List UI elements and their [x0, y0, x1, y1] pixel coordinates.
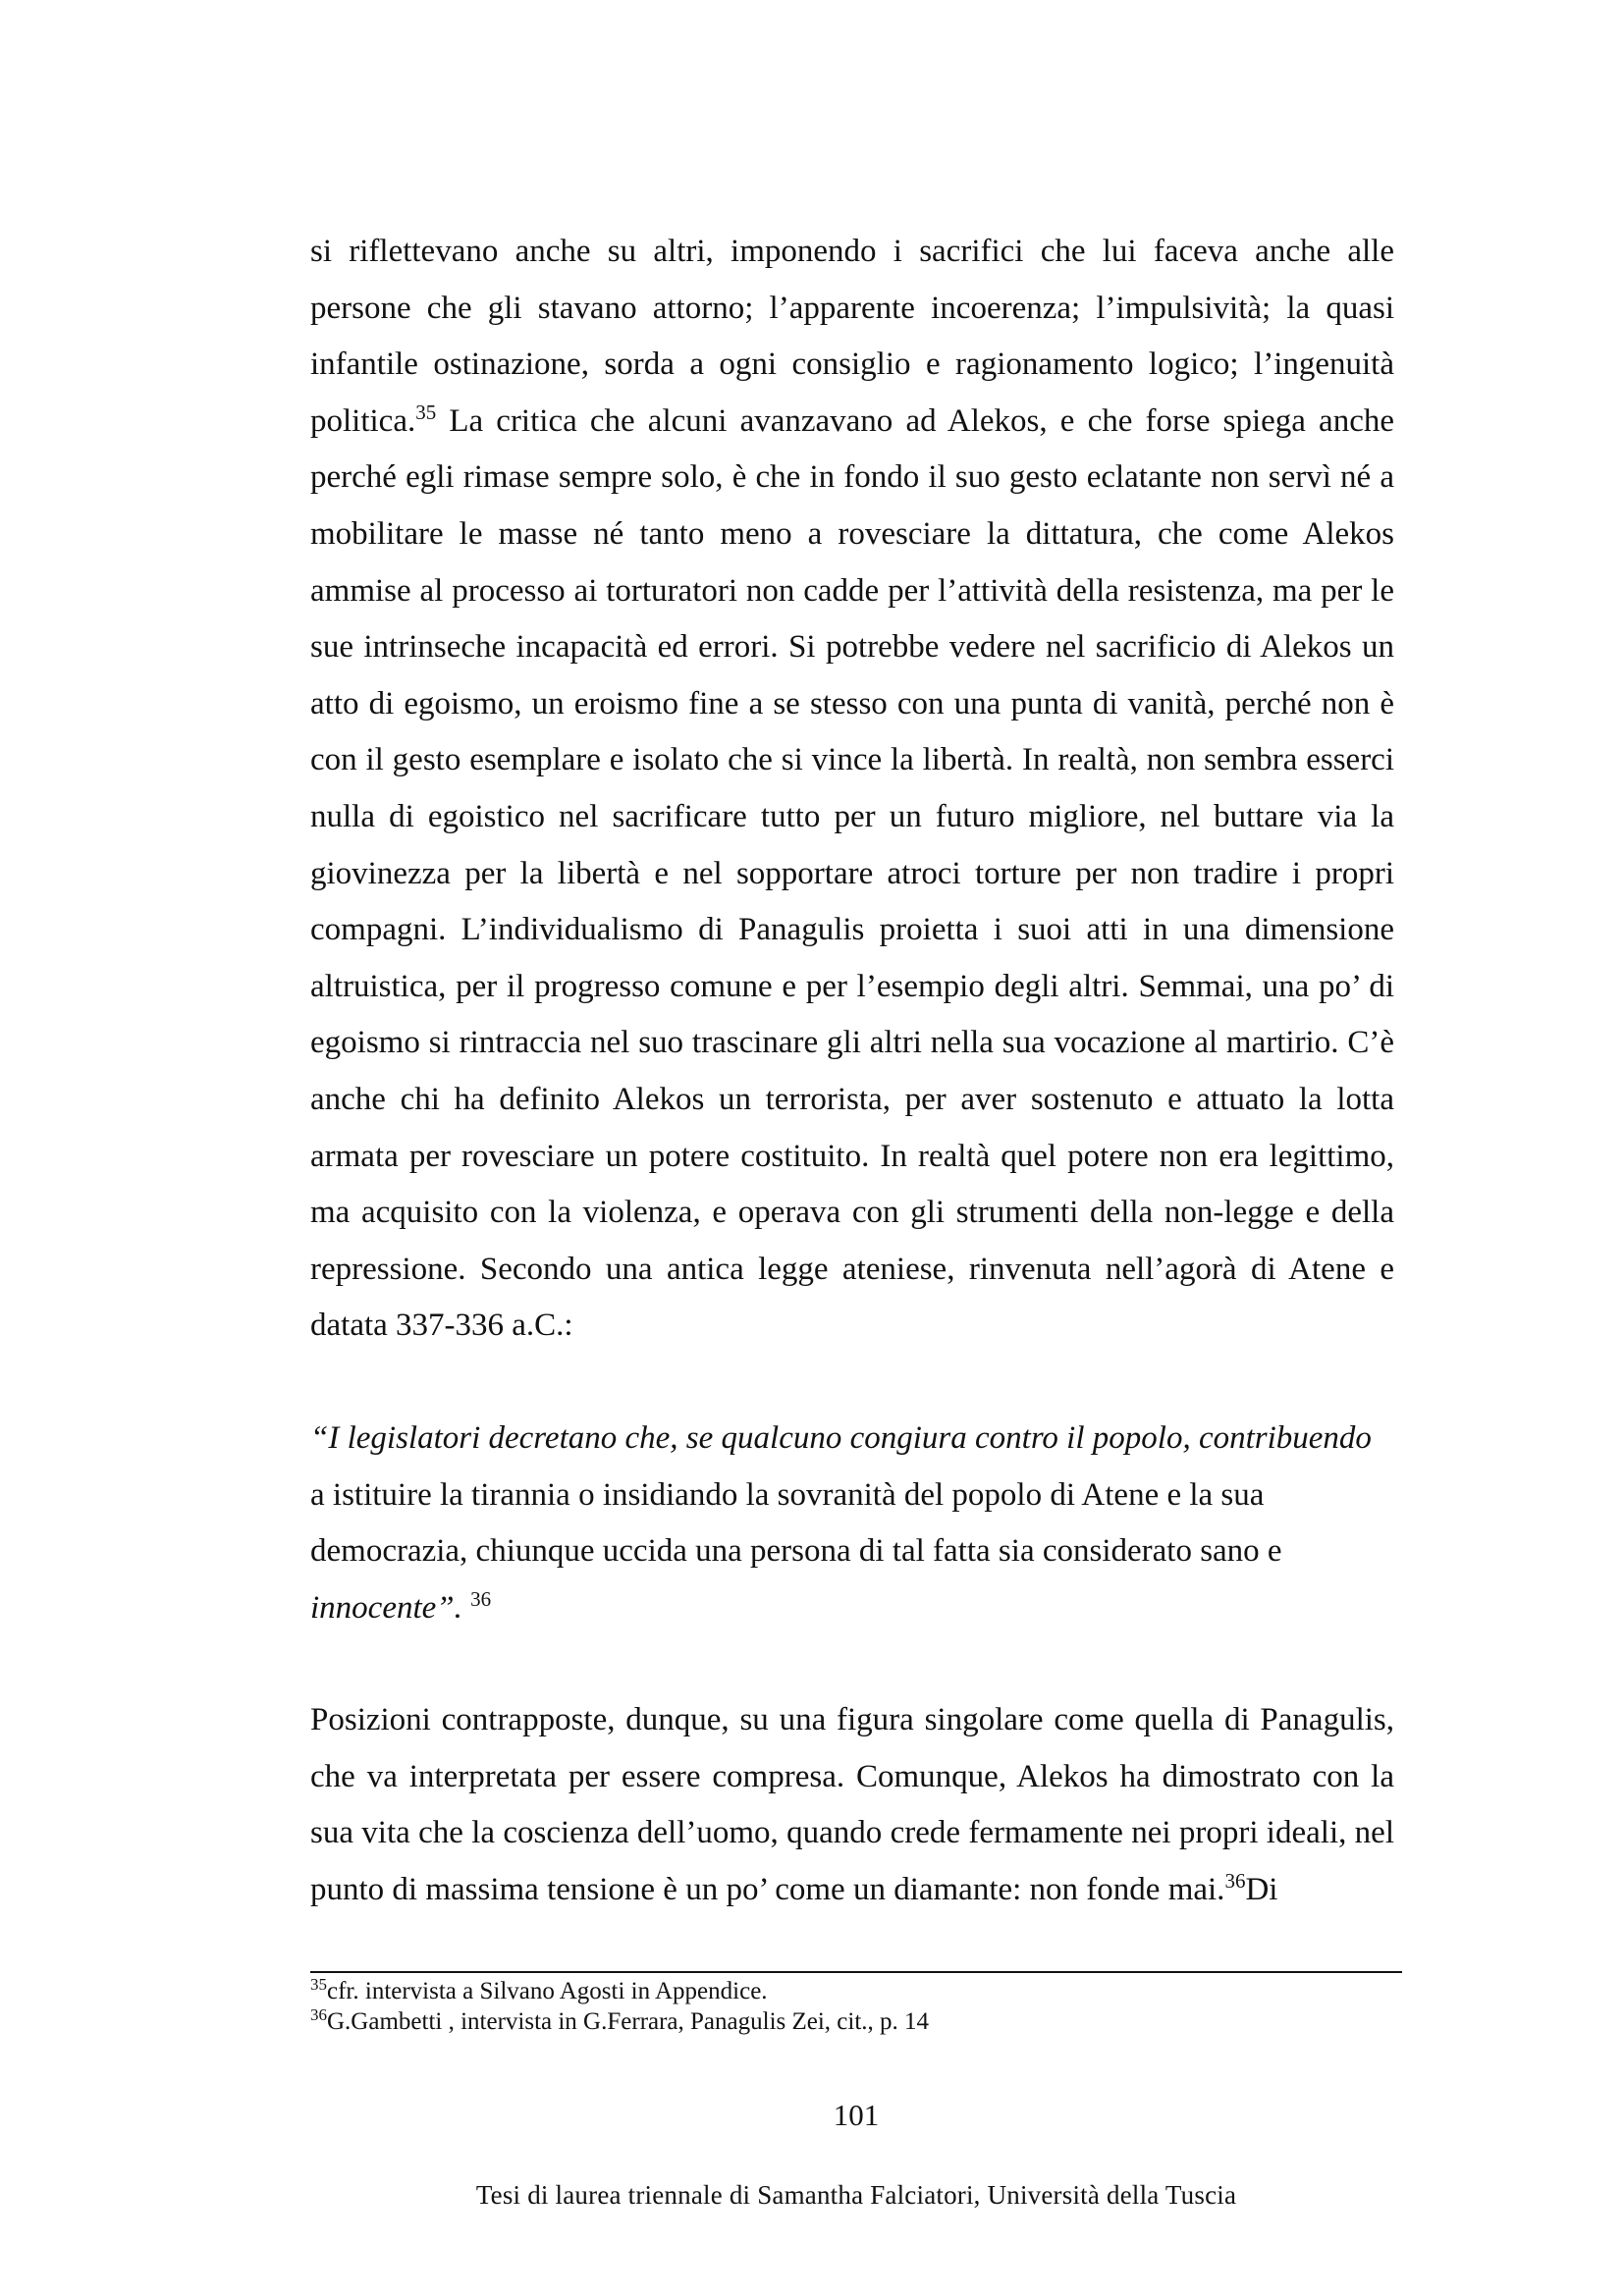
paragraph-1-text-b: La critica che alcuni avanzavano ad Alekos, e che forse spiega anche perché egli rimase sempre solo, è che in fondo il suo gesto eclatante non servì né a mobilitare le masse né tanto meno a rovesciare la dittatura, che come Alekos ammise al processo ai torturatori non cadde per l’attività della resistenza, ma per le sue intrinseche incapacità ed errori. Si potrebbe vedere nel sacrificio di Alekos un atto di egoismo, un eroismo fine a se stesso con una punta di vanità, perché non è con il gesto esemplare e isolato che si vince la libertà. In realtà, non sembra esserci nulla di egoistico nel sacrificare tutto per un futuro migliore, nel buttare via la giovinezza per la libertà e nel sopportare atroci torture per non tradire i propri compagni. L’individualismo di Panagulis proietta i suoi atti in una dimensione altruistica, per il progresso comune e per l’esempio degli altri. Semmai, una po’ di egoismo si rintraccia nel suo trascinare gli altri nella sua vocazione al martirio. C’è anche chi ha definito Alekos un terrorista, per aver sostenuto e attuato la lotta armata per rovesciare un potere costituito. In realtà quel potere non era legittimo, ma acquisito con la violenza, e operava con gli strumenti della non-legge e della repressione. Secondo una antica legge ateniese, rinvenuta nell’agorà di Atene e datata 337-336 a.C.:	[310, 402, 1394, 1344]
footnote-divider	[310, 1971, 1402, 1973]
paragraph-2-footnote-ref: 36	[1224, 1868, 1246, 1893]
block-quote	[310, 1411, 1400, 1636]
footnote-ref-35: 35	[415, 400, 437, 424]
quote-line-4	[310, 1580, 1400, 1637]
closing-paragraph	[310, 1692, 1394, 1918]
paragraph-2-text-b: Di	[1245, 1871, 1278, 1907]
paragraph-2	[310, 1692, 1394, 1918]
quote-footnote-ref: 36	[470, 1586, 492, 1611]
footnote-text: G.Gambetti , intervista in G.Ferrara, Panagulis Zei, cit., p. 14	[327, 2008, 930, 2035]
paragraph-1	[310, 224, 1394, 1355]
page-number: 101	[833, 2098, 880, 2132]
footnote-number: 36	[310, 2005, 327, 2024]
quote-line-3: democrazia, chiunque uccida una persona di tal fatta sia considerato sano e	[310, 1533, 1282, 1570]
quote-line-4-text: innocente”.	[310, 1589, 462, 1626]
quote-line-1-text: “I legislatori decretano che, se qualcuno congiura contro il popolo, contribuendo	[310, 1420, 1372, 1456]
running-footer: Tesi di laurea triennale di Samantha Falciatori, Università della Tuscia	[475, 2180, 1237, 2210]
footnote-text: cfr. intervista a Silvano Agosti in Appendice.	[327, 1978, 768, 2004]
footnote-35	[310, 1976, 1400, 2006]
paragraph-2-text-a: Posizioni contrapposte, dunque, su una figura singolare come quella di Panagulis, che va interpretata per essere compresa. Comunque, Alekos ha dimostrato con la sua vita che la coscienza dell’uomo, quando crede fermamente nei propri ideali, nel punto di massima tensione è un po’ come un diamante: non fonde mai.	[310, 1702, 1394, 1907]
footnotes	[310, 1976, 1400, 2037]
quote-line-1	[310, 1411, 1400, 1468]
footnote-36	[310, 2006, 1400, 2037]
paragraph-1-text-a: si riflettevano anche su altri, imponendo i sacrifici che lui faceva anche alle persone che gli stavano attorno; l’apparente incoerenza; l’impulsività; la quasi infantile ostinazione, sorda a ogni consiglio e ragionamento logico; l’ingenuità politica.	[310, 234, 1394, 439]
footnote-number: 35	[310, 1975, 327, 1994]
quote-line-2: a istituire la tirannia o insidiando la sovranità del popolo di Atene e la sua	[310, 1476, 1265, 1513]
main-paragraph	[310, 224, 1394, 1355]
